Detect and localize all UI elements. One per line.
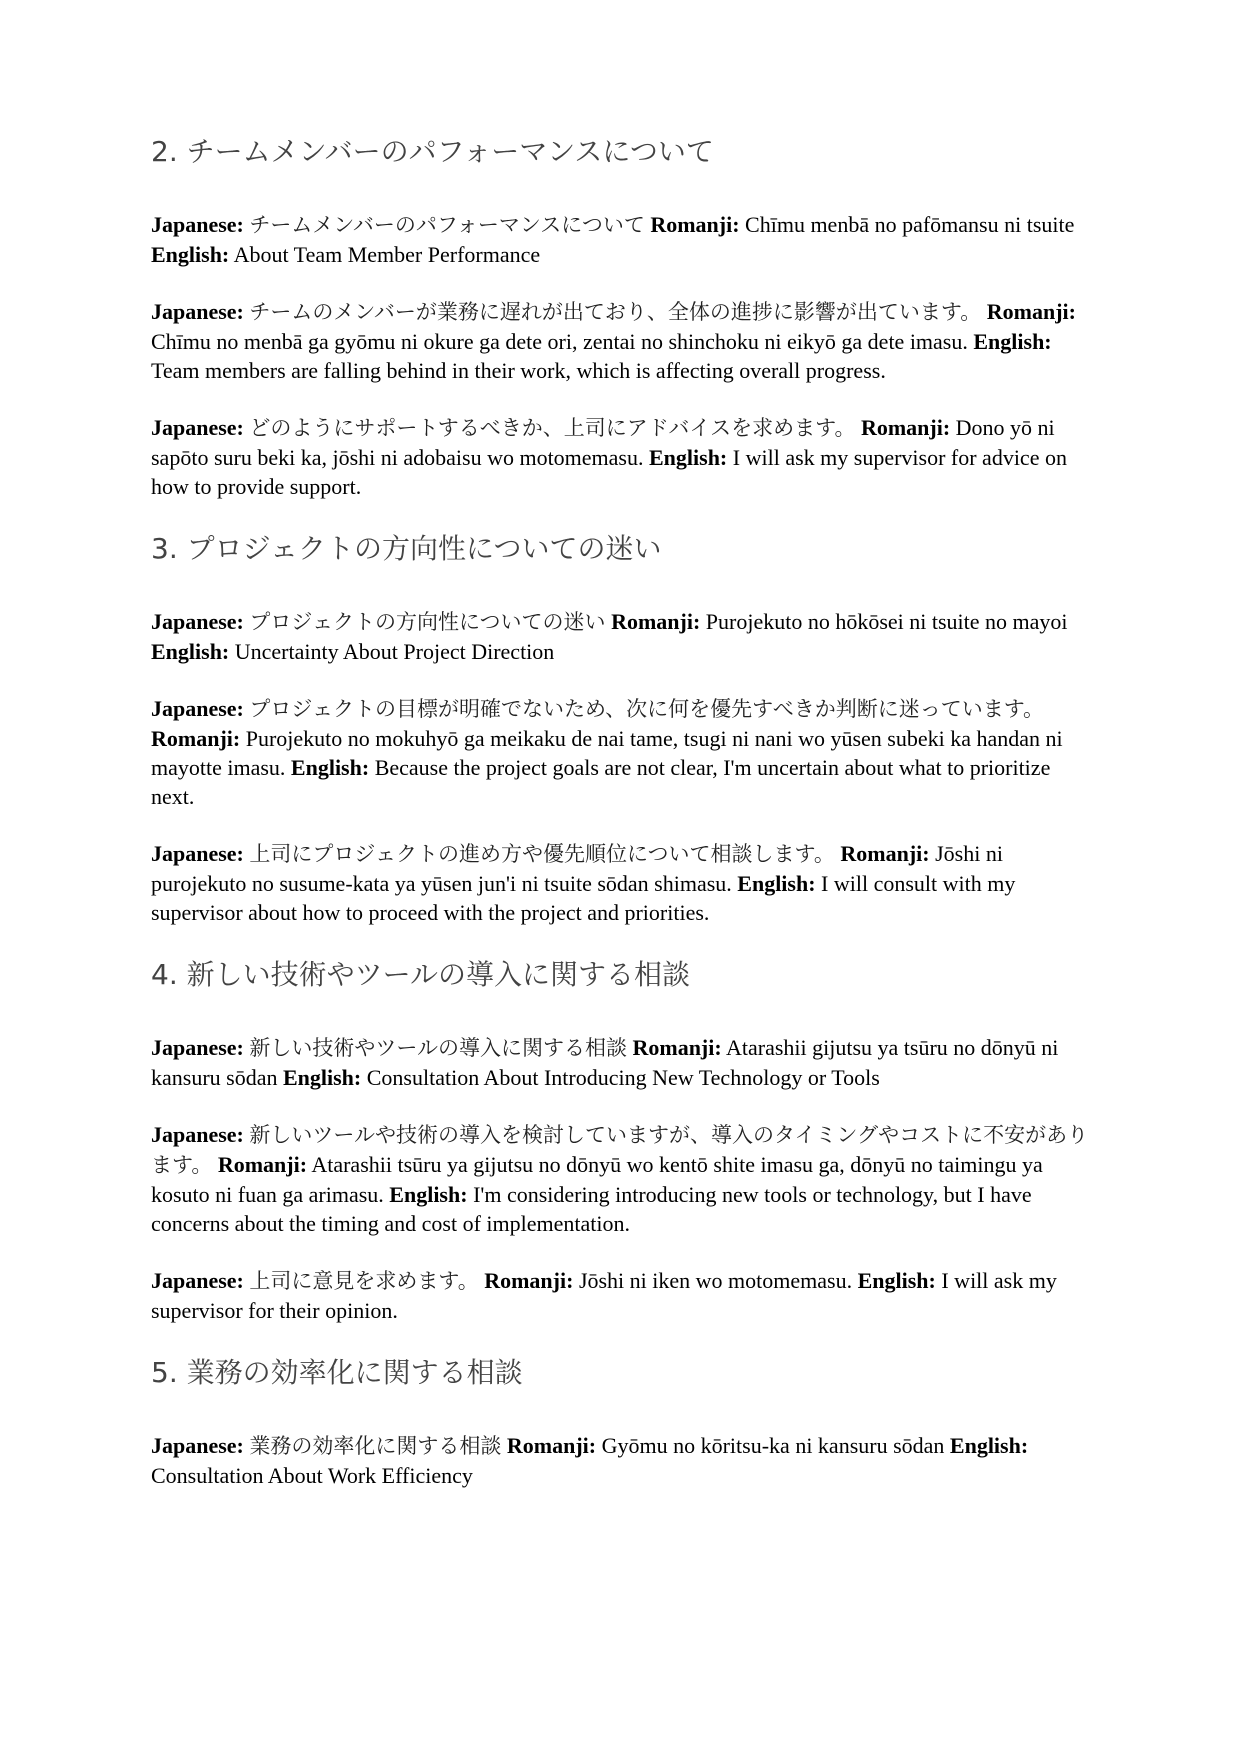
- romanji-text: Atarashii gijutsu ya tsūru no dōnyū ni kansuru sōdan: [151, 1035, 1059, 1090]
- japanese-text: どのようにサポートするべきか、上司にアドバイスを求めます。: [249, 416, 856, 440]
- english-label: English:: [290, 755, 370, 780]
- english-text: I will ask my supervisor for advice on how to provide support.: [151, 445, 1067, 499]
- section-heading: 4. 新しい技術やツールの導入に関する相談: [151, 958, 691, 991]
- romanji-label: Romanji:: [986, 299, 1076, 324]
- section-5: [151, 1353, 1096, 1490]
- section-3: [151, 529, 1096, 927]
- section-4: [151, 955, 1096, 1325]
- english-label: English:: [151, 639, 230, 664]
- japanese-label: Japanese:: [151, 1122, 244, 1147]
- english-label: English:: [949, 1433, 1029, 1458]
- romanji-label: Romanji:: [151, 726, 241, 751]
- english-text: I'm considering introducing new tools or technology, but I have concerns about the timing and cost of implementation.: [151, 1182, 1032, 1236]
- romanji-text: Gyōmu no kōritsu-ka ni kansuru sōdan: [601, 1433, 945, 1458]
- japanese-text: 新しいツールや技術の導入を検討していますが、導入のタイミングやコストに不安があります。: [151, 1123, 1089, 1177]
- japanese-label: Japanese:: [151, 1035, 244, 1060]
- english-label: English:: [737, 871, 816, 896]
- romanji-label: Romanji:: [840, 841, 930, 866]
- section-2: [151, 132, 1096, 501]
- entry-paragraph: [151, 1120, 1096, 1238]
- entry-paragraph: [151, 413, 1096, 501]
- english-label: English:: [973, 329, 1052, 354]
- romanji-text: Atarashii tsūru ya gijutsu no dōnyū wo kentō shite imasu ga, dōnyū no taimingu ya kosuto ni fuan ga arimasu.: [151, 1152, 1043, 1207]
- english-text: Consultation About Work Efficiency: [151, 1463, 473, 1488]
- entry-paragraph: [151, 839, 1096, 927]
- romanji-text: Chīmu no menbā ga gyōmu ni okure ga dete ori, zentai no shinchoku ni eikyō ga dete imasu.: [151, 329, 968, 354]
- romanji-label: Romanji:: [611, 609, 701, 634]
- entry-paragraph: [151, 1033, 1096, 1092]
- entry-paragraph: [151, 1266, 1096, 1325]
- japanese-text: 上司に意見を求めます。: [249, 1269, 479, 1293]
- japanese-text: 新しい技術やツールの導入に関する相談: [249, 1036, 627, 1060]
- entry-paragraph: [151, 694, 1096, 811]
- japanese-text: チームのメンバーが業務に遅れが出ており、全体の進捗に影響が出ています。: [249, 300, 982, 324]
- english-label: English:: [649, 445, 728, 470]
- romanji-text: Purojekuto no hōkōsei ni tsuite no mayoi: [705, 609, 1068, 634]
- japanese-label: Japanese:: [151, 1268, 244, 1293]
- japanese-label: Japanese:: [151, 609, 244, 634]
- japanese-label: Japanese:: [151, 1433, 244, 1458]
- section-heading: 2. チームメンバーのパフォーマンスについて: [151, 135, 714, 168]
- japanese-text: プロジェクトの方向性についての迷い: [249, 610, 606, 634]
- english-label: English:: [282, 1065, 362, 1090]
- romanji-text: Jōshi ni iken wo motomemasu.: [578, 1268, 853, 1293]
- japanese-text: 上司にプロジェクトの進め方や優先順位について相談します。: [249, 842, 835, 866]
- entry-paragraph: [151, 210, 1096, 269]
- japanese-label: Japanese:: [151, 696, 244, 721]
- japanese-text: チームメンバーのパフォーマンスについて: [249, 213, 645, 237]
- english-label: English:: [389, 1182, 468, 1207]
- english-label: English:: [151, 242, 230, 267]
- romanji-label: Romanji:: [860, 415, 951, 440]
- romanji-label: Romanji:: [632, 1035, 722, 1060]
- entry-paragraph: [151, 607, 1096, 666]
- romanji-text: Jōshi ni purojekuto no susume-kata ya yūsen jun'i ni tsuite sōdan shimasu.: [151, 841, 1003, 896]
- english-text: About Team Member Performance: [233, 242, 541, 267]
- english-text: I will consult with my supervisor about how to proceed with the project and priorities.: [151, 871, 1016, 925]
- japanese-text: プロジェクトの目標が明確でないため、次に何を優先すべきか判断に迷っています。: [249, 697, 1045, 721]
- entry-paragraph: [151, 297, 1096, 385]
- japanese-label: Japanese:: [151, 212, 244, 237]
- romanji-label: Romanji:: [484, 1268, 574, 1293]
- japanese-text: 業務の効率化に関する相談: [249, 1434, 502, 1458]
- romanji-label: Romanji:: [506, 1433, 597, 1458]
- romanji-label: Romanji:: [217, 1152, 308, 1177]
- japanese-label: Japanese:: [151, 299, 244, 324]
- document-page: [151, 132, 1096, 1518]
- section-heading: 3. プロジェクトの方向性についての迷い: [151, 532, 662, 565]
- romanji-text: Dono yō ni sapōto suru beki ka, jōshi ni adobaisu wo motomemasu.: [151, 415, 1055, 470]
- english-label: English:: [857, 1268, 936, 1293]
- english-text: I will ask my supervisor for their opinion.: [151, 1268, 1057, 1323]
- english-text: Consultation About Introducing New Technology or Tools: [366, 1065, 880, 1090]
- romanji-text: Purojekuto no mokuhyō ga meikaku de nai tame, tsugi ni nani wo yūsen subeki ka handan ni mayotte imasu.: [151, 726, 1063, 780]
- romanji-label: Romanji:: [650, 212, 740, 237]
- section-heading: 5. 業務の効率化に関する相談: [151, 1356, 523, 1389]
- japanese-label: Japanese:: [151, 841, 244, 866]
- english-text: Because the project goals are not clear, I'm uncertain about what to prioritize next.: [151, 755, 1051, 809]
- japanese-label: Japanese:: [151, 415, 244, 440]
- romanji-text: Chīmu menbā no pafōmansu ni tsuite: [745, 212, 1075, 237]
- entry-paragraph: [151, 1431, 1096, 1490]
- english-text: Uncertainty About Project Direction: [234, 639, 555, 664]
- english-text: Team members are falling behind in their work, which is affecting overall progress.: [151, 358, 886, 383]
